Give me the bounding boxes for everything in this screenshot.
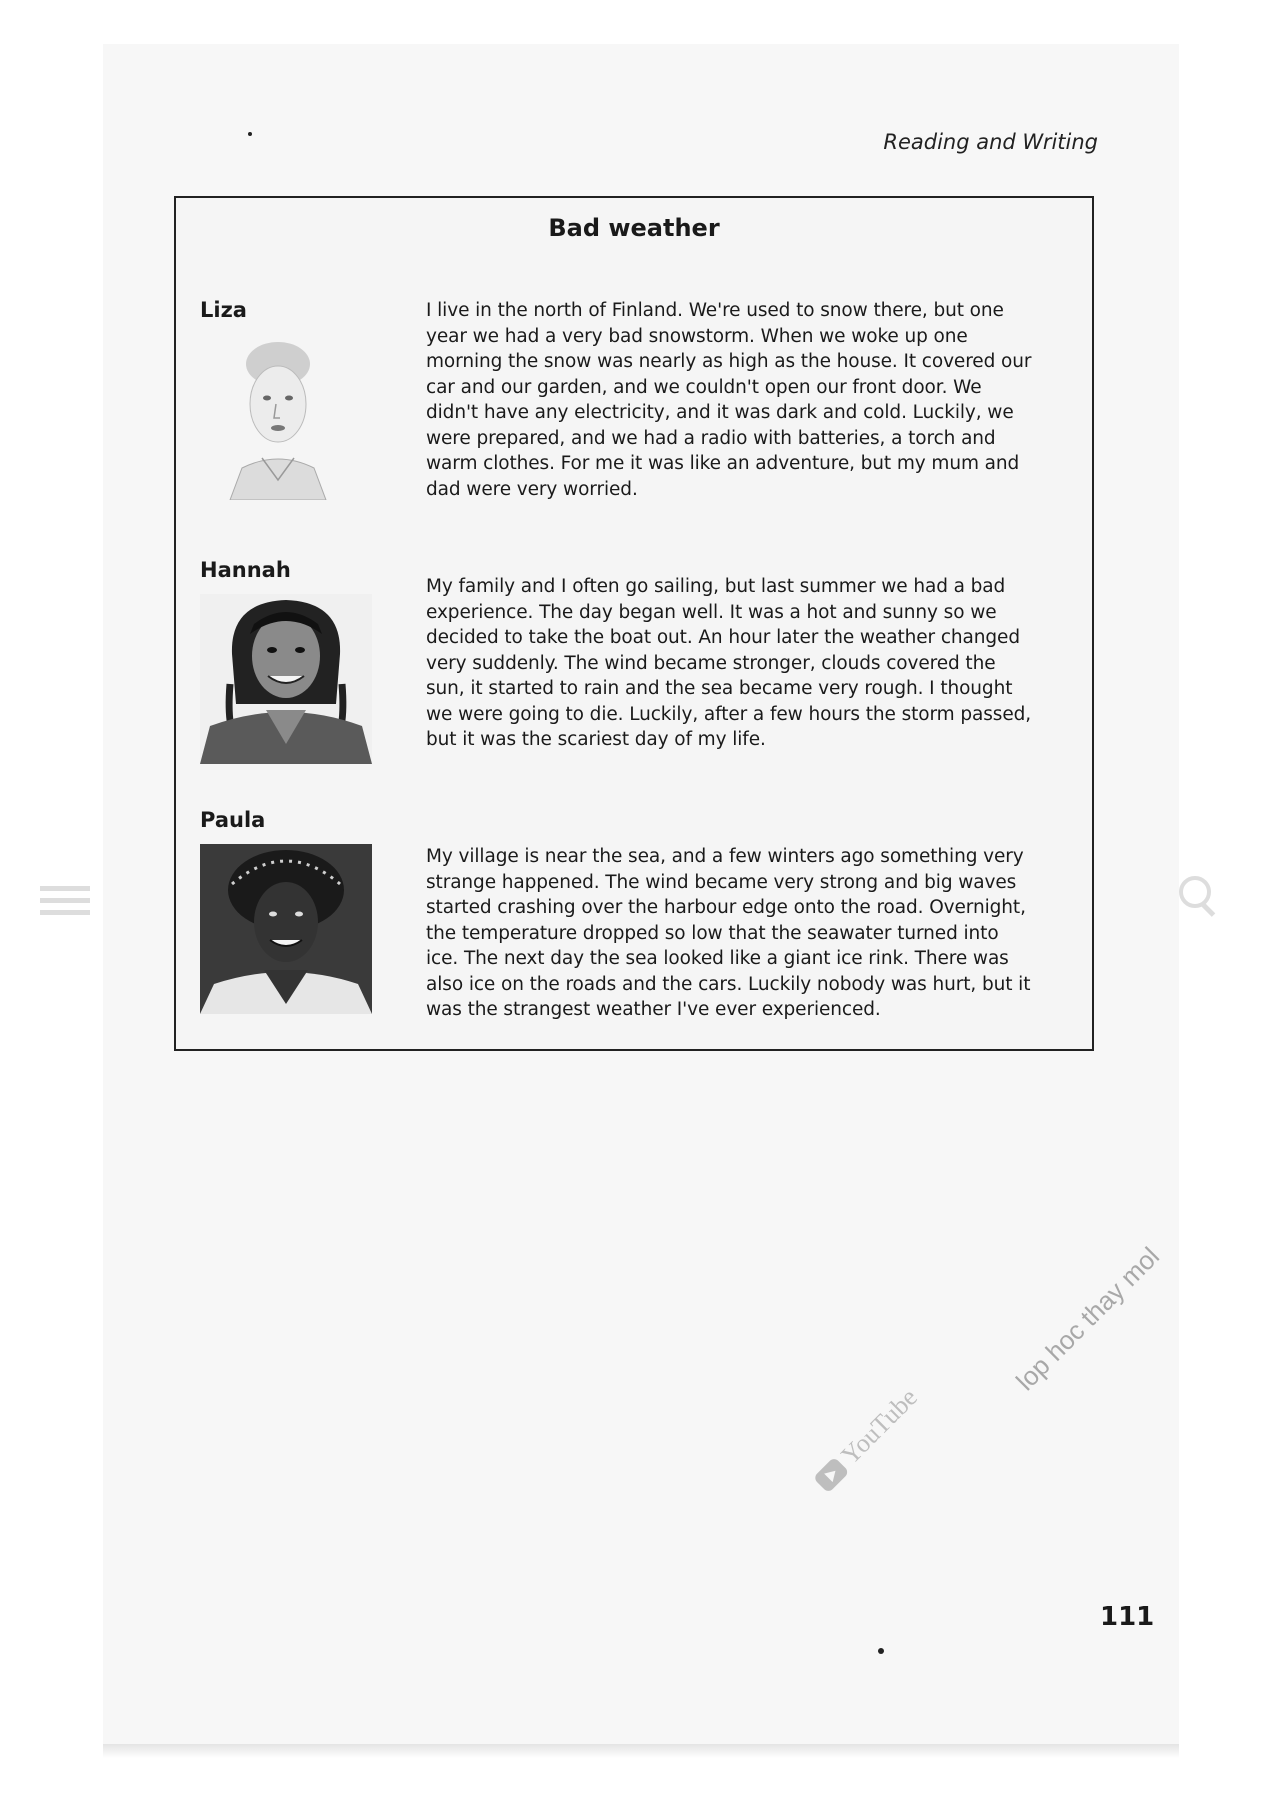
person-name: Liza [200,298,247,322]
portrait-photo-icon [200,594,372,764]
youtube-watermark-icon: YouTube [810,1383,924,1497]
watermark-text: lop hoc thay mol [1010,1241,1166,1397]
person-name: Paula [200,808,266,832]
article-box [174,196,1094,1051]
person-name: Hannah [200,558,291,582]
scan-speck [248,132,252,136]
page-shadow [103,1744,1179,1758]
article-title: Bad weather [548,214,720,242]
section-header: Reading and Writing [883,130,1098,154]
story-text: My village is near the sea, and a few winters ago something very strange happened. The wind became very strong and big waves started crashing over the harbour edge onto the road. Overnight, the temperature dropped so low that the seawater turned into ice. The next day the sea looked like a giant ice rink. There was also ice on the roads and the cars. Luckily nobody was hurt, but it was the strangest weather I've ever experienced. [426,846,1031,1020]
story-text: I live in the north of Finland. We're used to snow there, but one year we had a very bad snowstorm. When we woke up one morning the snow was nearly as high as the house. It covered our car and our garden, and we couldn't open our front door. We didn't have any electricity, and it was dark and cold. Luckily, we were prepared, and we had a radio with batteries, a torch and warm clothes. For me it was like an adventure, but my mum and dad were very worried. [426,300,1032,500]
portrait-photo-icon [200,844,372,1014]
scan-speck [878,1648,884,1654]
story-text: My family and I often go sailing, but last summer we had a bad experience. The day began well. It was a hot and sunny so we decided to take the boat out. An hour later the weather changed very suddenly. The wind became stronger, clouds covered the sun, it started to rain and the sea became very rough. I thought we were going to die. Luckily, after a few hours the storm passed, but it was the scariest day of my life. [426,576,1032,750]
portrait-photo-icon [200,330,372,500]
page-number: 111 [1100,1602,1155,1632]
